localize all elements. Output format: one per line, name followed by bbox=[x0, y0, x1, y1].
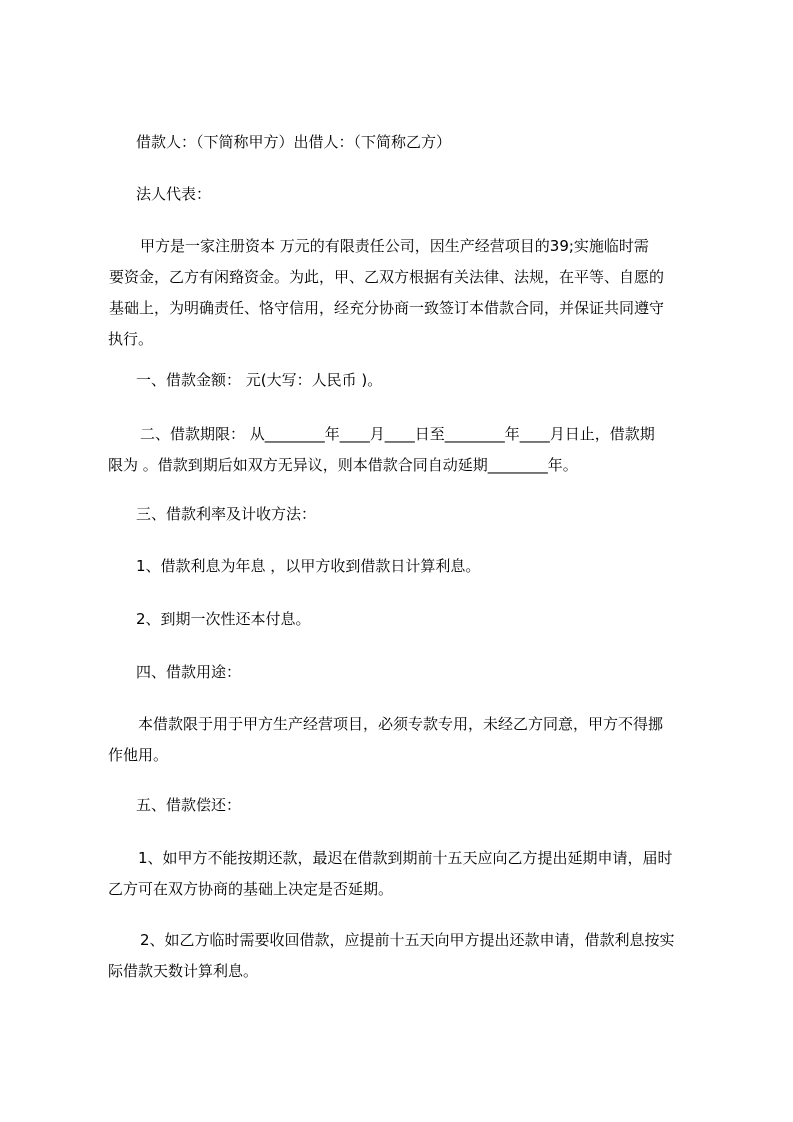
paragraph-line: 2、到期一次性还本付息。 bbox=[136, 610, 311, 628]
clause-5-item-2 bbox=[108, 925, 675, 987]
clause-3-item-2 bbox=[136, 604, 311, 635]
parties-paragraph bbox=[136, 127, 451, 158]
paragraph-line: 借款人：（下简称甲方）出借人：（下简称乙方） bbox=[136, 133, 452, 151]
paragraph-line: 2、如乙方临时需要收回借款，应提前十五天向甲方提出还款申请，借款利息按实 bbox=[140, 931, 675, 949]
clause-4-heading bbox=[136, 657, 241, 688]
clause-1-amount bbox=[136, 365, 382, 396]
clause-5-heading bbox=[136, 790, 241, 821]
paragraph-line: 要资金，乙方有闲臵资金。为此，甲、乙双方根据有关法律、法规，在平等、自愿的 bbox=[109, 268, 665, 286]
paragraph-line: 际借款天数计算利息。 bbox=[108, 962, 259, 980]
paragraph-line: 一、借款金额： 元(大写：人民币 )。 bbox=[136, 371, 383, 389]
paragraph-line: 三、借款利率及计收方法： bbox=[136, 505, 317, 523]
paragraph-line: 作他用。 bbox=[108, 746, 169, 764]
clause-4-body bbox=[108, 709, 663, 771]
paragraph-line: 二、借款期限： 从________年____月____日至________年____月日止，借款期 bbox=[140, 425, 655, 443]
legal-representative-paragraph bbox=[136, 179, 211, 210]
paragraph-line: 限为 。借款到期后如双方无异议，则本借款合同自动延期________年。 bbox=[108, 456, 578, 474]
preamble-paragraph bbox=[108, 231, 664, 355]
clause-5-item-1 bbox=[108, 843, 673, 905]
paragraph-line: 1、借款利息为年息 ，以甲方收到借款日计算利息。 bbox=[136, 557, 481, 575]
paragraph-line: 甲方是一家注册资本 万元的有限责任公司，因生产经营项目的39;实施临时需 bbox=[140, 237, 649, 255]
clause-3-item-1 bbox=[136, 551, 480, 582]
paragraph-line: 本借款限于用于甲方生产经营项目，必须专款专用，未经乙方同意，甲方不得挪 bbox=[138, 715, 664, 733]
paragraph-line: 法人代表： bbox=[136, 185, 212, 203]
paragraph-line: 1、如甲方不能按期还款，最迟在借款到期前十五天应向乙方提出延期申请，届时 bbox=[138, 849, 673, 867]
clause-3-heading bbox=[136, 499, 316, 530]
paragraph-line: 四、借款用途： bbox=[136, 663, 242, 681]
paragraph-line: 乙方可在双方协商的基础上决定是否延期。 bbox=[108, 880, 394, 898]
paragraph-line: 基础上，为明确责任、恪守信用，经充分协商一致签订本借款合同，并保证共同遵守 bbox=[109, 299, 665, 317]
paragraph-line: 五、借款偿还： bbox=[136, 796, 242, 814]
clause-2-term bbox=[108, 419, 655, 481]
paragraph-line: 执行。 bbox=[108, 330, 154, 348]
